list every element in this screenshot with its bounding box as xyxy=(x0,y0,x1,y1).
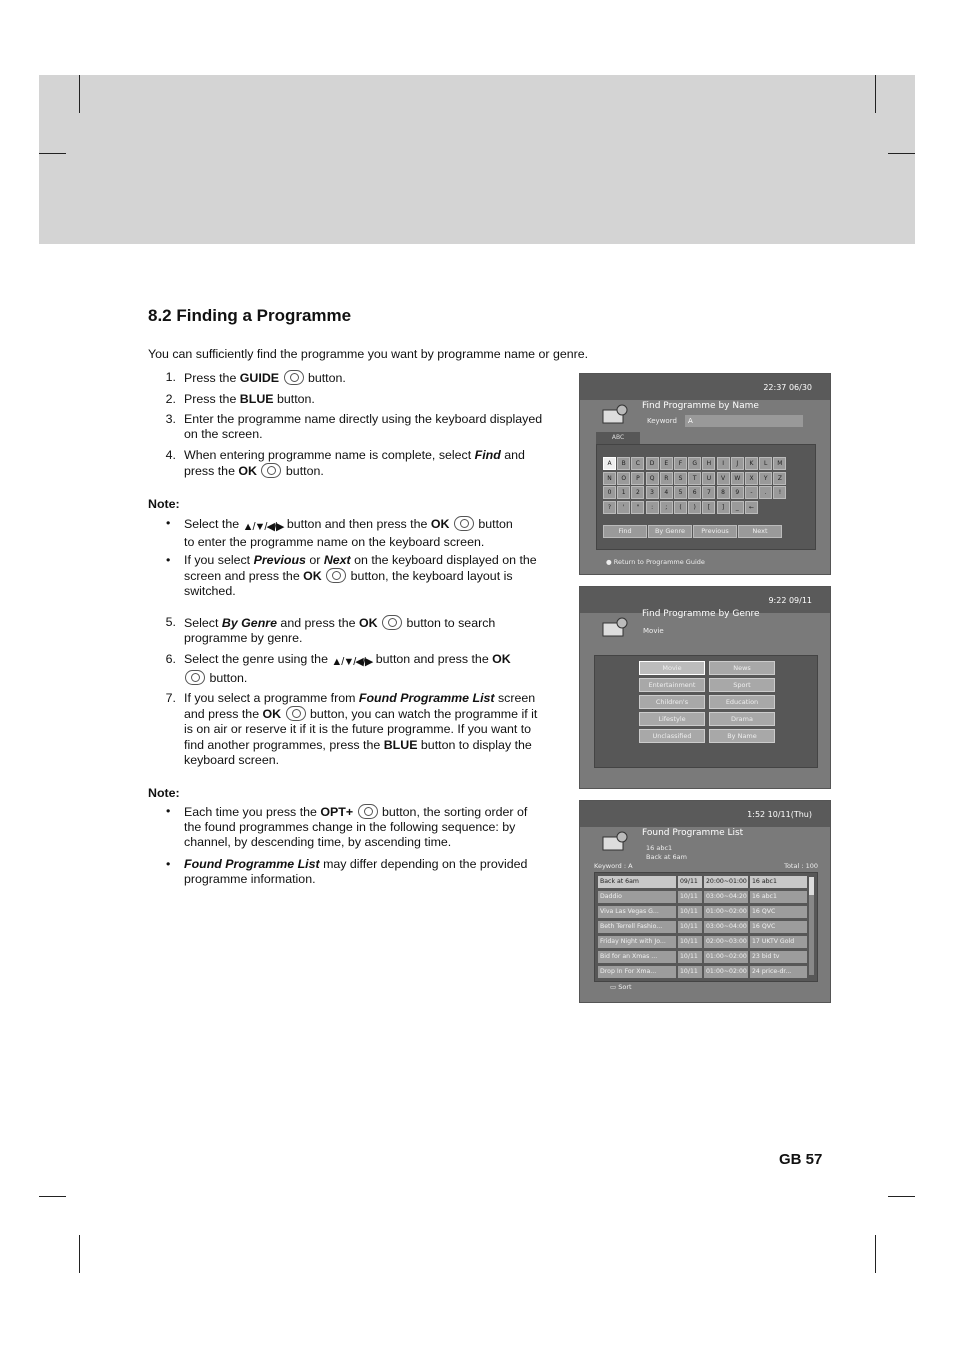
key-0-3[interactable]: D xyxy=(646,457,659,470)
key-3-3[interactable]: : xyxy=(646,501,659,514)
genre-entertainment-button[interactable]: Entertainment xyxy=(639,678,705,692)
arrow-keys-icon: ▲/▼/◀/▶ xyxy=(242,521,284,533)
tv-guide-icon xyxy=(600,617,630,639)
key-2-0[interactable]: 0 xyxy=(603,486,616,499)
genre-children-s-button[interactable]: Children's xyxy=(639,695,705,709)
ok-button-icon xyxy=(326,568,346,583)
bullet-dot: • xyxy=(166,804,171,818)
genre-drama-button[interactable]: Drama xyxy=(709,712,775,726)
key-2-11[interactable]: . xyxy=(759,486,772,499)
crop-mark xyxy=(39,1196,66,1197)
key-2-4[interactable]: 4 xyxy=(660,486,673,499)
key-2-1[interactable]: 1 xyxy=(617,486,630,499)
table-cell: 03:00~04:00 xyxy=(704,921,748,933)
step-number: 5. xyxy=(165,615,176,629)
genre-by-name-button[interactable]: By Name xyxy=(709,729,775,743)
intro-text: You can sufficiently find the programme you want by programme name or genre. xyxy=(148,347,589,361)
key-1-6[interactable]: T xyxy=(688,472,701,485)
keyboard-by-genre-button[interactable]: By Genre xyxy=(648,525,692,538)
keyword-label: Keyword xyxy=(647,417,677,425)
screenshot-find-by-genre xyxy=(579,586,831,789)
table-row[interactable] xyxy=(598,876,806,888)
step-5: Select By Genre and press the OK button to search programme by genre. xyxy=(184,616,496,646)
genre-unclassified-button[interactable]: Unclassified xyxy=(639,729,705,743)
step-number: 7. xyxy=(165,691,176,705)
guide-button-icon xyxy=(284,370,304,385)
keyboard-previous-button[interactable]: Previous xyxy=(693,525,737,538)
key-0-5[interactable]: F xyxy=(674,457,687,470)
key-2-3[interactable]: 3 xyxy=(646,486,659,499)
step-number: 6. xyxy=(165,652,176,666)
key-3-4[interactable]: ; xyxy=(660,501,673,514)
step-1: Press the GUIDE button. xyxy=(184,371,346,385)
genre-movie-button[interactable]: Movie xyxy=(639,661,705,675)
genre-education-button[interactable]: Education xyxy=(709,695,775,709)
key-3-9[interactable]: _ xyxy=(731,501,744,514)
table-cell: 20:00~01:00 xyxy=(704,876,748,888)
bullet-dot: • xyxy=(166,553,171,567)
key-1-4[interactable]: R xyxy=(660,472,673,485)
key-0-2[interactable]: C xyxy=(631,457,644,470)
keyword-input[interactable]: A xyxy=(685,415,803,427)
ok-button-icon xyxy=(382,615,402,630)
table-row[interactable] xyxy=(598,936,806,948)
keyboard-find-button[interactable]: Find xyxy=(603,525,647,538)
table-cell: 01:00~02:00 xyxy=(704,951,748,963)
screenshot-find-by-name xyxy=(579,373,831,575)
key-1-3[interactable]: Q xyxy=(646,472,659,485)
key-1-11[interactable]: Y xyxy=(759,472,772,485)
table-cell: 10/11 xyxy=(678,921,702,933)
crop-mark xyxy=(875,75,876,113)
table-cell: Beth Terrell Fashio... xyxy=(598,921,676,933)
key-2-9[interactable]: 9 xyxy=(731,486,744,499)
keyboard-panel xyxy=(596,444,816,550)
key-2-10[interactable]: - xyxy=(745,486,758,499)
key-1-1[interactable]: O xyxy=(617,472,630,485)
crop-mark xyxy=(79,1235,80,1273)
bullet-dot: • xyxy=(166,857,171,871)
key-1-10[interactable]: X xyxy=(745,472,758,485)
key-1-12[interactable]: Z xyxy=(773,472,786,485)
ok-button-icon xyxy=(454,516,474,531)
screen-title: Find Programme by Genre xyxy=(642,609,760,619)
key-0-0[interactable]: A xyxy=(603,457,616,470)
key-2-7[interactable]: 7 xyxy=(702,486,715,499)
crop-mark xyxy=(875,1235,876,1273)
crop-mark xyxy=(79,75,80,113)
key-2-6[interactable]: 6 xyxy=(688,486,701,499)
table-cell: Daddio xyxy=(598,891,676,903)
ok-button-icon xyxy=(286,706,306,721)
key-1-5[interactable]: S xyxy=(674,472,687,485)
table-cell: 03:00~04:20 xyxy=(704,891,748,903)
table-cell: Viva Las Vegas G... xyxy=(598,906,676,918)
ok-button-icon xyxy=(261,463,281,478)
opt-button-icon xyxy=(358,804,378,819)
genre-panel xyxy=(594,655,818,768)
table-cell: 16 abc1 xyxy=(750,876,807,888)
key-0-9[interactable]: J xyxy=(731,457,744,470)
scroll-thumb[interactable] xyxy=(809,877,814,895)
tv-guide-icon xyxy=(600,404,630,426)
step-3: Enter the programme name directly using the keyboard displayed on the screen. xyxy=(184,412,543,442)
key-1-9[interactable]: W xyxy=(731,472,744,485)
table-cell: 10/11 xyxy=(678,966,702,978)
table-row[interactable] xyxy=(598,951,806,963)
screen-title: Find Programme by Name xyxy=(642,401,759,411)
step-number: 2. xyxy=(165,392,176,406)
step-number: 1. xyxy=(165,370,176,384)
key-0-7[interactable]: H xyxy=(702,457,715,470)
clock: 1:52 10/11(Thu) xyxy=(747,810,812,819)
key-3-0[interactable]: ? xyxy=(603,501,616,514)
note1-bullet-2: If you select Previous or Next on the keyboard displayed on the screen and press the OK button, the keyboard layout is switched. xyxy=(184,553,537,599)
table-cell: 02:00~03:00 xyxy=(704,936,748,948)
key-2-12[interactable]: ! xyxy=(773,486,786,499)
clock: 22:37 06/30 xyxy=(763,383,812,392)
table-cell: 01:00~02:00 xyxy=(704,906,748,918)
key-2-5[interactable]: 5 xyxy=(674,486,687,499)
step-6: Select the genre using the ▲/▼/◀/▶ button and press the OK button. xyxy=(184,652,511,686)
tv-guide-icon xyxy=(600,831,630,853)
footer-hint: ● Return to Programme Guide xyxy=(606,558,705,566)
key-0-1[interactable]: B xyxy=(617,457,630,470)
genre-lifestyle-button[interactable]: Lifestyle xyxy=(639,712,705,726)
table-cell: 01:00~02:00 xyxy=(704,966,748,978)
table-cell: 23 bid tv xyxy=(750,951,807,963)
table-cell: 16 QVC xyxy=(750,906,807,918)
key-1-8[interactable]: V xyxy=(717,472,730,485)
key-0-4[interactable]: E xyxy=(660,457,673,470)
table-cell: 16 abc1 xyxy=(750,891,807,903)
key-3-7[interactable]: [ xyxy=(702,501,715,514)
screen-title: Found Programme List xyxy=(642,828,744,838)
table-cell: Bid for an Xmas ... xyxy=(598,951,676,963)
key-0-12[interactable]: M xyxy=(773,457,786,470)
current-programme: Back at 6am xyxy=(646,853,687,861)
table-cell: 17 UKTV Gold xyxy=(750,936,807,948)
key-3-10[interactable]: ← xyxy=(745,501,758,514)
table-cell: 16 QVC xyxy=(750,921,807,933)
genre-news-button[interactable]: News xyxy=(709,661,775,675)
key-0-6[interactable]: G xyxy=(688,457,701,470)
step-number: 3. xyxy=(165,412,176,426)
table-cell: Back at 6am xyxy=(598,876,676,888)
table-row[interactable] xyxy=(598,906,806,918)
table-cell: 10/11 xyxy=(678,936,702,948)
mode-tab[interactable]: ABC xyxy=(596,432,640,444)
note2-bullet-1: Each time you press the OPT+ button, the sorting order of the found programmes change in the following sequence: by channel, by descending time, by ascending time. xyxy=(184,805,528,850)
step-4: When entering programme name is complete, select Find and press the OK button. xyxy=(184,448,525,479)
key-0-10[interactable]: K xyxy=(745,457,758,470)
results-list xyxy=(594,872,818,982)
section-title: 8.2 Finding a Programme xyxy=(148,306,352,325)
key-3-8[interactable]: ] xyxy=(717,501,730,514)
screenshot-found-list xyxy=(579,800,831,1003)
table-cell: 10/11 xyxy=(678,891,702,903)
table-cell: 10/11 xyxy=(678,906,702,918)
key-1-0[interactable]: N xyxy=(603,472,616,485)
page-number: GB 57 xyxy=(779,1151,823,1168)
table-row[interactable] xyxy=(598,966,806,978)
keyboard-next-button[interactable]: Next xyxy=(738,525,782,538)
selected-genre: Movie xyxy=(643,627,664,635)
crop-mark xyxy=(888,153,915,154)
key-2-8[interactable]: 8 xyxy=(717,486,730,499)
total-count: Total : 100 xyxy=(784,862,818,870)
crop-mark xyxy=(888,1196,915,1197)
genre-sport-button[interactable]: Sport xyxy=(709,678,775,692)
key-1-2[interactable]: P xyxy=(631,472,644,485)
step-7: If you select a programme from Found Programme List screen and press the OK button, you can watch the programme if it is on air or reserve it if it is the future programme. If you want to find another programmes, press the BLUE button to display the keyboard screen. xyxy=(184,691,538,767)
bullet-dot: • xyxy=(166,516,171,530)
note2-bullet-2: Found Programme List may differ depending on the provided programme information. xyxy=(184,857,528,887)
key-3-5[interactable]: ( xyxy=(674,501,687,514)
arrow-keys-icon: ▲/▼/◀/▶ xyxy=(331,656,373,668)
table-cell: 24 price-dr... xyxy=(750,966,807,978)
key-1-7[interactable]: U xyxy=(702,472,715,485)
key-2-2[interactable]: 2 xyxy=(631,486,644,499)
header-band xyxy=(39,75,915,244)
crop-mark xyxy=(39,153,66,154)
key-0-8[interactable]: I xyxy=(717,457,730,470)
footer-hint: ▭ Sort xyxy=(610,983,632,991)
key-3-2[interactable]: " xyxy=(631,501,644,514)
table-cell: 10/11 xyxy=(678,951,702,963)
table-cell: 09/11 xyxy=(678,876,702,888)
table-cell: Drop In For Xma... xyxy=(598,966,676,978)
table-row[interactable] xyxy=(598,891,806,903)
table-row[interactable] xyxy=(598,921,806,933)
clock: 9:22 09/11 xyxy=(768,596,812,605)
keyword-display: Keyword : A xyxy=(594,862,633,870)
ok-button-icon xyxy=(185,670,205,685)
key-3-1[interactable]: ' xyxy=(617,501,630,514)
step-2: Press the BLUE button. xyxy=(184,392,315,406)
key-3-6[interactable]: ) xyxy=(688,501,701,514)
table-cell: Friday Night with Jo... xyxy=(598,936,676,948)
note-heading: Note: xyxy=(148,786,180,800)
note-heading: Note: xyxy=(148,497,180,511)
step-number: 4. xyxy=(165,448,176,462)
note1-bullet-1: Select the ▲/▼/◀/▶ button and then press the OK button to enter the programme name on the keyboard screen. xyxy=(184,517,513,550)
current-channel: 16 abc1 xyxy=(646,844,673,852)
key-0-11[interactable]: L xyxy=(759,457,772,470)
